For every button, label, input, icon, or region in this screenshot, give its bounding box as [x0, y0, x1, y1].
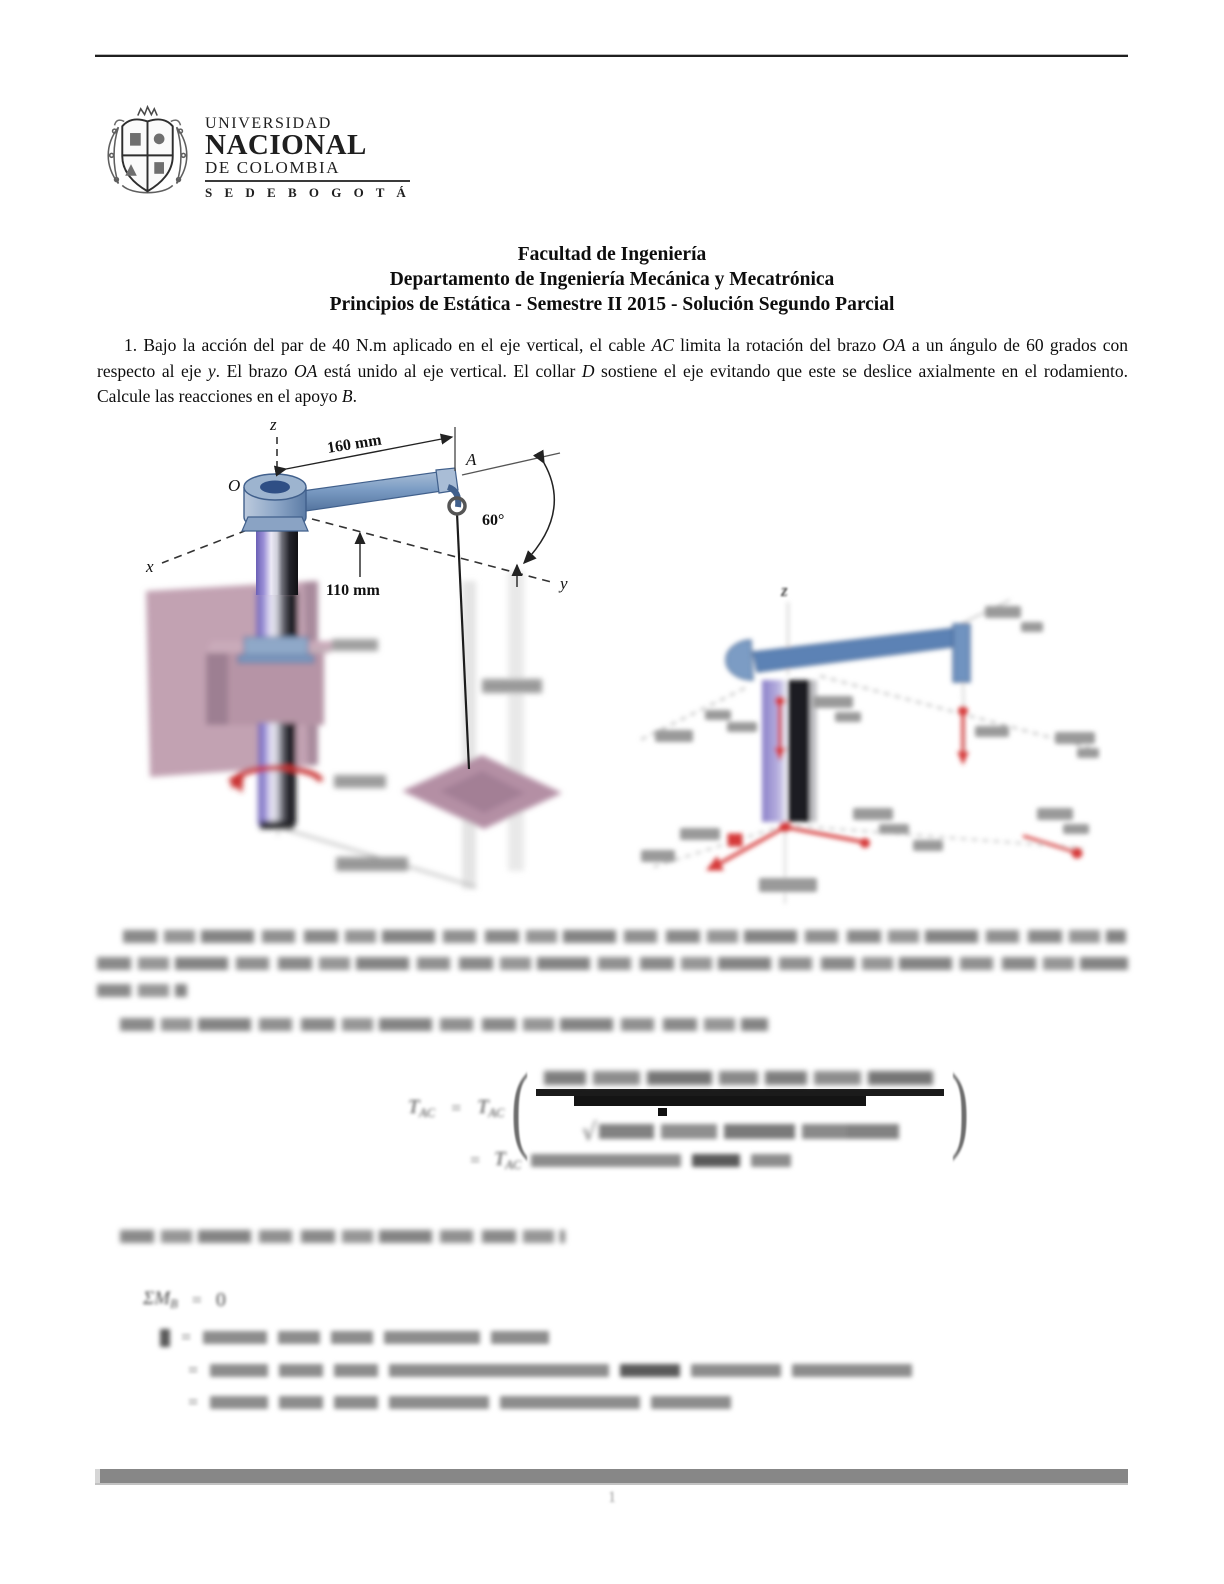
- var-AC: AC: [651, 335, 674, 355]
- figure1-angle-60-label: 60°: [482, 512, 505, 529]
- figure1-dim-110mm-label: 110 mm: [326, 582, 380, 599]
- problem-text: . El brazo: [215, 360, 295, 381]
- header-rule: [95, 54, 1128, 57]
- figure-problem-diagram: [110, 413, 590, 905]
- math-T-symbol: $T_{AC}$: [408, 1095, 436, 1120]
- university-logo: [99, 102, 410, 201]
- redacted-text-line: [97, 984, 187, 997]
- math-equals: =: [181, 1327, 192, 1347]
- redacted-text: [279, 1396, 323, 1409]
- redacted-text: [210, 1364, 268, 1377]
- hub-skirt: [242, 517, 308, 531]
- header-course: Principios de Estática - Semestre II 2015 - Solución Segundo Parcial: [329, 294, 895, 315]
- redaction-bar: [574, 1096, 866, 1106]
- var-y: y: [207, 360, 216, 381]
- redacted-denominator: [582, 1118, 899, 1146]
- math-paren-close: ): [951, 1054, 970, 1161]
- equation-line: [188, 1392, 742, 1413]
- hub-hole: [260, 481, 290, 494]
- var-OA: OA: [294, 360, 318, 381]
- university-logo-text: [205, 102, 410, 201]
- document-header: [0, 242, 1224, 317]
- problem-text: a un ángulo de 60 grados con respecto al eje: [97, 335, 1128, 381]
- equation-line: [160, 1327, 560, 1348]
- equation-tension-result: [470, 1148, 802, 1173]
- math-zero: 0: [215, 1288, 226, 1311]
- redacted-text: [384, 1331, 480, 1344]
- problem-text: limita la rotación del brazo: [673, 335, 883, 355]
- axis-y-line: [312, 519, 555, 583]
- problem-text: .: [352, 386, 357, 406]
- redacted-text-line: [120, 1018, 768, 1031]
- redacted-text: [331, 1331, 373, 1344]
- redacted-numerator: [544, 1071, 936, 1085]
- vertical-shaft: [256, 527, 298, 595]
- redacted-text-line: [123, 930, 1126, 943]
- math-equals: =: [470, 1150, 481, 1170]
- figure1-dim-160mm-label: 160 mm: [325, 431, 383, 457]
- logo-line-sede-bogota: S E D E B O G O T Á: [205, 180, 410, 201]
- logo-line-universidad: UNIVERSIDAD: [205, 115, 332, 132]
- header-department: Departamento de Ingeniería Mecánica y Mecatrónica: [389, 269, 835, 290]
- problem-text: sostiene el eje evitando que este se deslice axialmente en el rodamiento. Calcule las reacciones en el apoyo: [97, 360, 1129, 406]
- problem-text: está unido al eje vertical. El collar: [317, 360, 582, 381]
- figure1-axis-x-label: x: [146, 557, 154, 576]
- math-equals: =: [191, 1289, 202, 1310]
- math-equals: =: [451, 1097, 462, 1118]
- math-sigma-M: $\Sigma M_B$: [143, 1288, 178, 1311]
- redacted-text: [389, 1396, 489, 1409]
- arm-OA: [302, 472, 442, 511]
- math-sqrt-symbol: √: [581, 1117, 597, 1146]
- header-faculty: Facultad de Ingeniería: [517, 244, 707, 265]
- footer-bar: [95, 1469, 1128, 1483]
- equation-moment-sum: [143, 1288, 226, 1312]
- figure1-axis-y-label: y: [560, 574, 568, 593]
- redacted-text: [599, 1124, 899, 1139]
- redacted-text: [620, 1364, 680, 1377]
- redaction-mark: [658, 1108, 667, 1116]
- redacted-text: [651, 1396, 731, 1409]
- figure1-blurred-region: [146, 571, 562, 889]
- var-D: D: [581, 360, 595, 381]
- redacted-text: [279, 1364, 323, 1377]
- figure1-point-O-label: O: [228, 476, 241, 495]
- var-B: B: [341, 386, 353, 406]
- redacted-text-line: [120, 1230, 565, 1243]
- redacted-text: [792, 1364, 912, 1377]
- university-crest-icon: [99, 102, 196, 199]
- redacted-text: [751, 1154, 791, 1167]
- page-number: 1: [608, 1489, 616, 1506]
- redacted-text: [531, 1154, 681, 1167]
- var-OA: OA: [882, 335, 906, 355]
- figure2-axis-z-label: z: [781, 581, 788, 600]
- redaction-bar: [536, 1089, 944, 1096]
- math-paren-open: (: [511, 1054, 530, 1161]
- equation-line: [188, 1360, 923, 1381]
- redacted-text: [691, 1364, 781, 1377]
- math-T-symbol: $T_{AC}$: [477, 1095, 505, 1120]
- equation-tension-unit-vector: [408, 1054, 976, 1161]
- redacted-text-line: [97, 957, 1128, 970]
- redacted-text: [389, 1364, 609, 1377]
- math-equals: =: [188, 1392, 199, 1412]
- redacted-text: [500, 1396, 640, 1409]
- logo-line-nacional: NACIONAL: [205, 129, 367, 161]
- problem-statement: [97, 333, 1128, 410]
- redacted-text: [491, 1331, 549, 1344]
- figure2-blurred-content: [640, 600, 1099, 904]
- redacted-text: [203, 1331, 267, 1344]
- logo-line-de-colombia: DE COLOMBIA: [205, 158, 341, 177]
- figure1-point-A-label: A: [466, 450, 477, 469]
- redacted-text: [334, 1364, 378, 1377]
- redacted-text: [278, 1331, 320, 1344]
- redacted-text: [334, 1396, 378, 1409]
- math-T-symbol: $T_{AC}$: [494, 1148, 522, 1172]
- redacted-symbol: [160, 1329, 170, 1347]
- math-fraction: [536, 1071, 944, 1146]
- problem-text: 1. Bajo la acción del par de 40 N.m aplicado en el eje vertical, el cable: [124, 335, 652, 355]
- figure1-axis-z-label: z: [270, 415, 277, 434]
- angle-arc-60: [524, 463, 554, 563]
- redacted-text: [692, 1154, 740, 1167]
- math-equals: =: [188, 1360, 199, 1380]
- figure-free-body-diagram: [625, 580, 1103, 912]
- redacted-text: [210, 1396, 268, 1409]
